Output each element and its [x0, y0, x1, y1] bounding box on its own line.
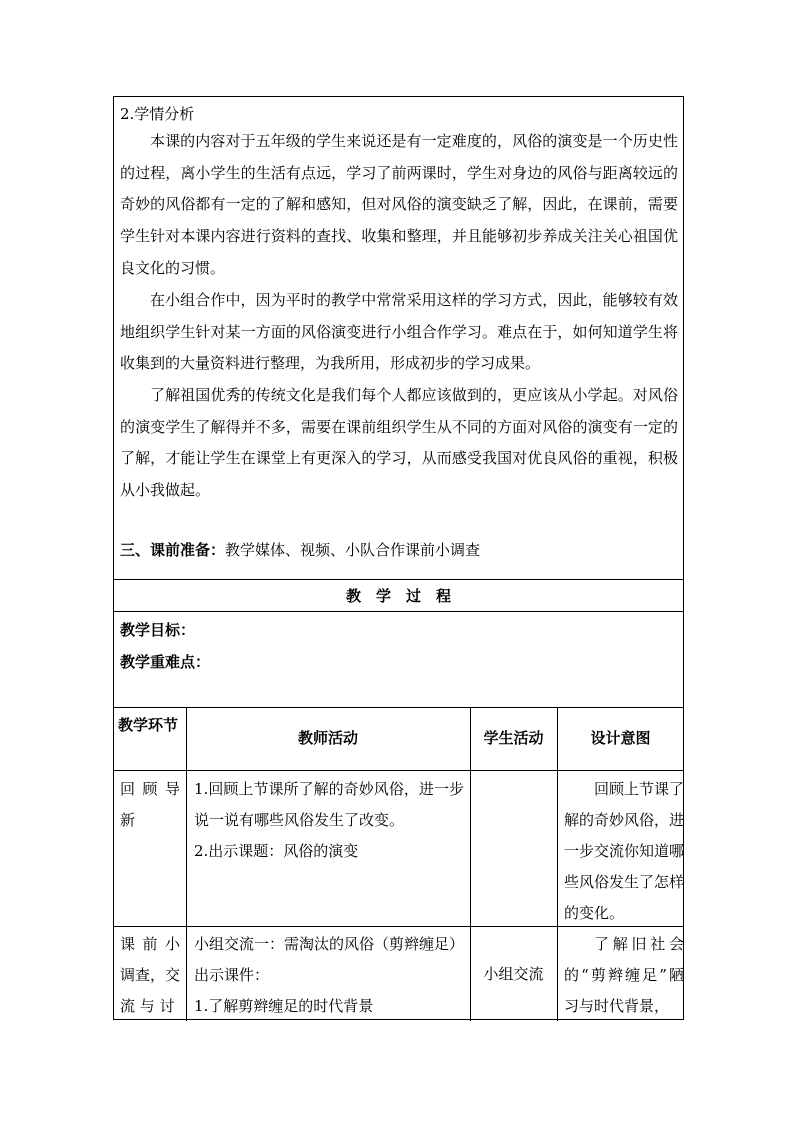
table-row-2-stage: 课 前 小 调查，交 流 与 讨	[120, 935, 181, 1015]
divider	[114, 707, 683, 708]
analysis-heading: 2.学情分析	[120, 105, 195, 123]
table-row-1-intent: 回顾上节课了解的奇妙风俗，进一步交流你知道哪些风俗发生了怎样的变化。	[564, 780, 685, 922]
table-row-2-teacher-1: 小组交流一：需淘汰的风俗（剪辫缠足）	[194, 935, 465, 953]
table-row-2-intent: 了解旧社会的“剪辫缠足”陋习与时代背景，	[564, 935, 684, 1015]
divider	[114, 611, 683, 612]
column-divider	[186, 707, 187, 1021]
process-title: 教 学 过 程	[345, 587, 451, 605]
divider	[114, 926, 683, 927]
column-divider	[557, 707, 558, 1021]
table-row-1-teacher-1: 1.回顾上节课所了解的奇妙风俗，进一步说一说有哪些风俗发生了改变。	[194, 780, 464, 829]
difficulty-label: 教学重难点：	[120, 653, 211, 671]
header-intent: 设计意图	[590, 729, 651, 747]
objective-label: 教学目标：	[120, 621, 196, 639]
table-row-1-teacher-2: 2.出示课题：风俗的演变	[194, 842, 359, 860]
analysis-paragraph-1: 本课的内容对于五年级的学生来说还是有一定难度的，风俗的演变是一个历史性的过程，离小学生的生活有点远，学习了前两课时，学生对身边的风俗与距离较远的奇妙的风俗都有一定的了解和感知，但对风俗的演变缺乏了解，因此，在课前，需要学生针对本课内容进行资料的查找、收集和整理，并且能够初步养成关注关心祖国优良文化的习惯。	[120, 132, 678, 277]
table-row-2-teacher-3: 1.了解剪辫缠足的时代背景	[194, 997, 374, 1015]
lesson-plan-frame	[113, 96, 684, 1020]
prep-label: 三、课前准备：	[120, 541, 226, 559]
analysis-paragraph-2: 在小组合作中，因为平时的教学中常常采用这样的学习方式，因此，能够较有效地组织学生针对某一方面的风俗演变进行小组合作学习。难点在于，如何知道学生将收集到的大量资料进行整理，为我所用，形成初步的学习成果。	[120, 291, 678, 373]
header-student: 学生活动	[483, 729, 544, 747]
header-stage: 教学环节	[118, 716, 179, 734]
divider	[114, 770, 683, 771]
table-row-2-teacher-2: 出示课件：	[194, 966, 270, 984]
divider	[114, 579, 683, 580]
prep-content: 教学媒体、视频、小队合作课前小调查	[225, 541, 481, 559]
table-row-2-student: 小组交流	[483, 965, 544, 983]
header-teacher: 教师活动	[297, 729, 358, 747]
analysis-paragraph-3: 了解祖国优秀的传统文化是我们每个人都应该做到的，更应该从小学起。对风俗的演变学生了解得并不多，需要在课前组织学生从不同的方面对风俗的演变有一定的了解，才能让学生在课堂上有更深入的学习，从而感受我国对优良风俗的重视，积极从小我做起。	[120, 386, 678, 500]
table-row-1-stage: 回 顾 导 新	[120, 780, 180, 829]
prep-line	[120, 540, 480, 560]
